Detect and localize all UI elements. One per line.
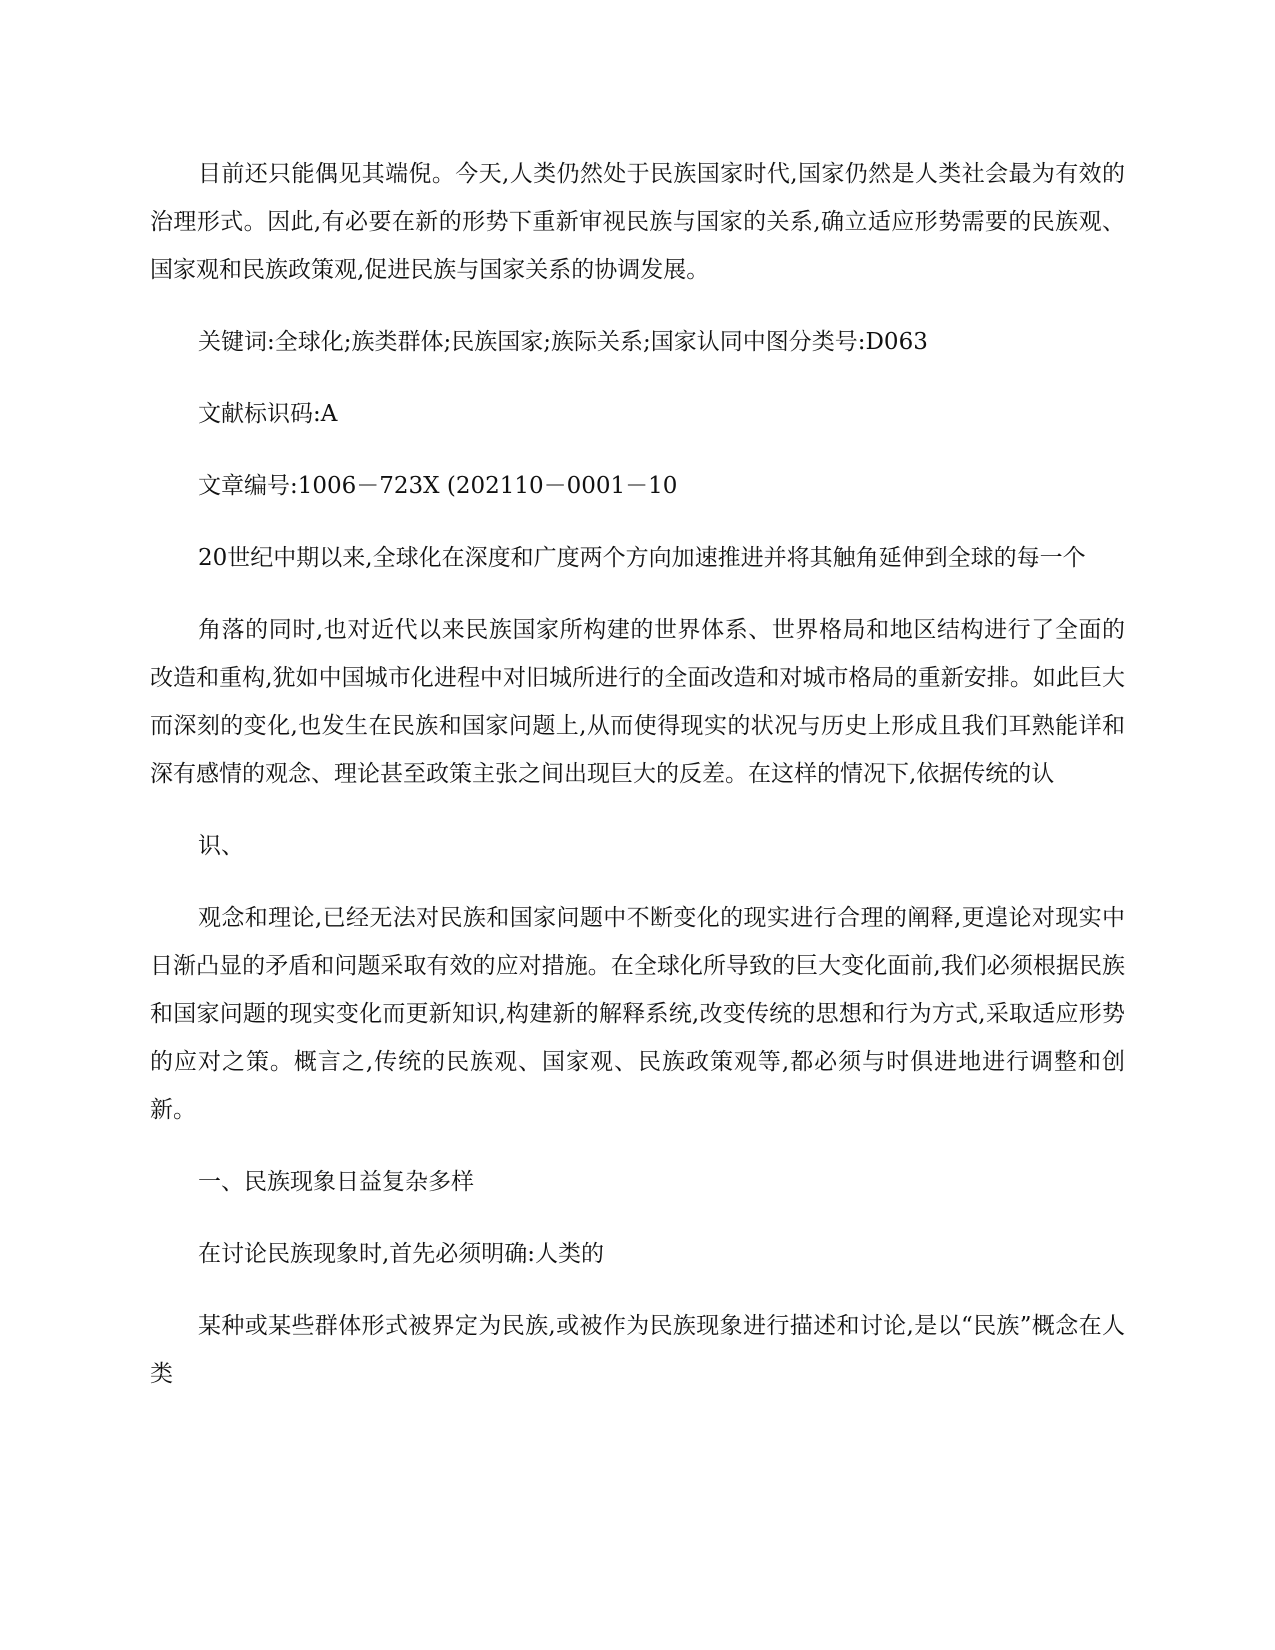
paragraph-body-2: 角落的同时,也对近代以来民族国家所构建的世界体系、世界格局和地区结构进行了全面的改造和重构,犹如中国城市化进程中对旧城所进行的全面改造和对城市格局的重新安排。如此巨大而深刻的变化,也发生在民族和国家问题上,从而使得现实的状况与历史上形成且我们耳熟能详和深有感情的观念、理论甚至政策主张之间出现巨大的反差。在这样的情况下,依据传统的认 (150, 617, 1125, 787)
paragraph-document-code: 文献标识码:A (198, 401, 338, 427)
paragraph-article-number: 文章编号:1006－723X (202110－0001－10 (198, 473, 678, 499)
section-heading: 一、民族现象日益复杂多样 (198, 1169, 474, 1195)
paragraph-body-6: 某种或某些群体形式被界定为民族,或被作为民族现象进行描述和讨论,是以“民族”概念在人类 (150, 1313, 1125, 1387)
paragraph-body-4: 观念和理论,已经无法对民族和国家问题中不断变化的现实进行合理的阐释,更遑论对现实中日渐凸显的矛盾和问题采取有效的应对措施。在全球化所导致的巨大变化面前,我们必须根据民族和国家问题的现实变化而更新知识,构建新的解释系统,改变传统的思想和行为方式,采取适应形势的应对之策。概言之,传统的民族观、国家观、民族政策观等,都必须与时俱进地进行调整和创新。 (150, 905, 1125, 1123)
paragraph-abstract-end: 目前还只能偶见其端倪。今天,人类仍然处于民族国家时代,国家仍然是人类社会最为有效的治理形式。因此,有必要在新的形势下重新审视民族与国家的关系,确立适应形势需要的民族观、国家观和民族政策观,促进民族与国家关系的协调发展。 (150, 161, 1125, 283)
paragraph-keywords: 关键词:全球化;族类群体;民族国家;族际关系;国家认同中图分类号:D063 (198, 329, 928, 355)
paragraph-body-3: 识、 (198, 833, 244, 859)
document-body (150, 150, 1125, 1422)
paragraph-body-5: 在讨论民族现象时,首先必须明确:人类的 (198, 1241, 605, 1267)
paragraph-body-1: 20世纪中期以来,全球化在深度和广度两个方向加速推进并将其触角延伸到全球的每一个 (198, 545, 1086, 571)
